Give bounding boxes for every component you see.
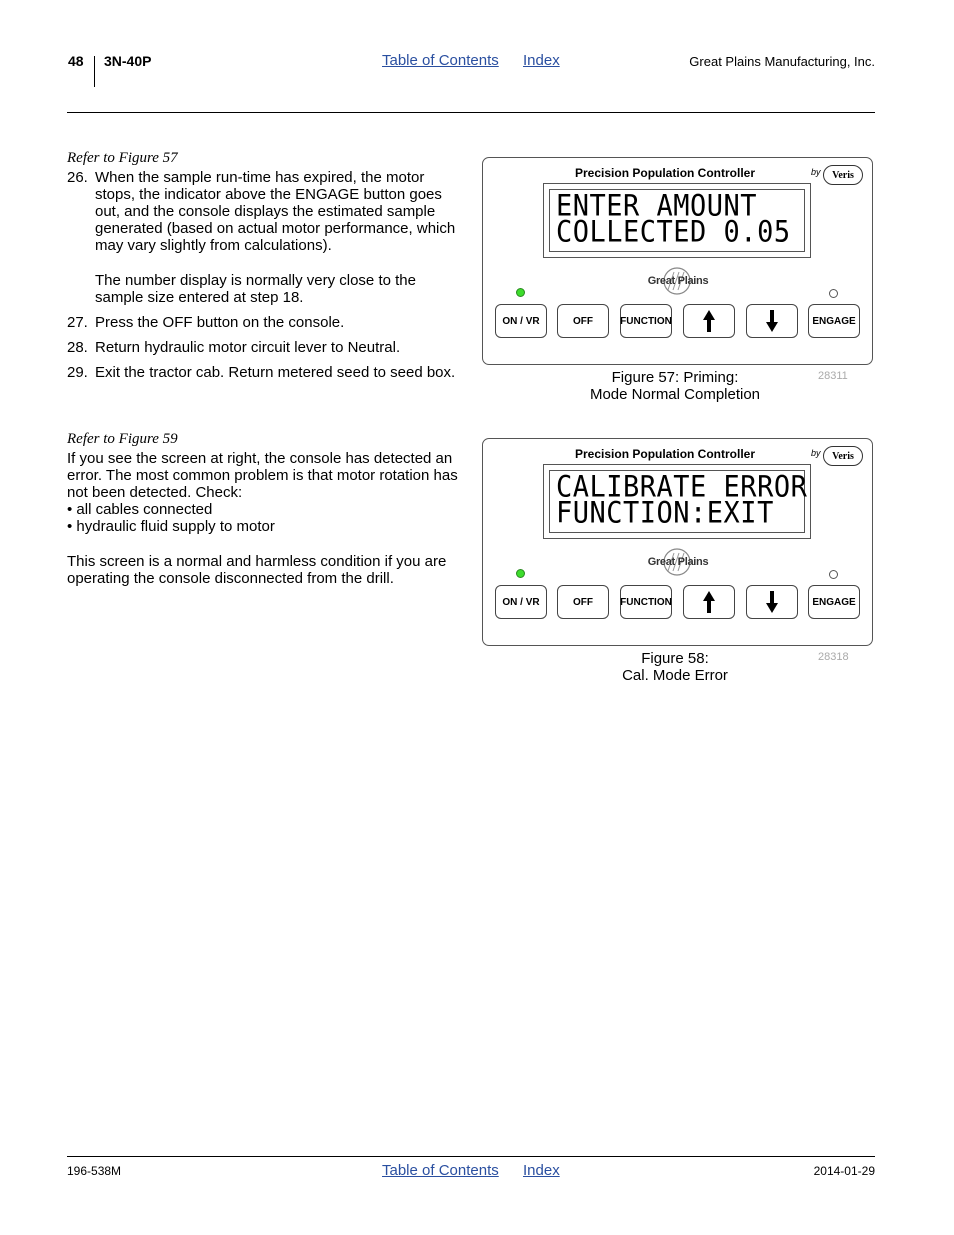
- off-button[interactable]: OFF: [557, 585, 609, 619]
- on-indicator-led: [516, 569, 525, 578]
- step-26-note: [67, 272, 467, 308]
- lcd-line-2: COLLECTED 0.05: [556, 215, 791, 250]
- footer-toc-link[interactable]: Table of Contents: [382, 1162, 499, 1179]
- step-26: [67, 169, 467, 259]
- step-text: When the sample run-time has expired, the motor stops, the indicator above the ENGAGE button goes out, and the console displays the estimated sample generated (based on actual motor performance, which may vary slightly from calculations).: [95, 169, 456, 254]
- engage-button[interactable]: ENGAGE: [808, 585, 860, 619]
- step-number: 27.: [67, 314, 88, 331]
- step-text: Exit the tractor cab. Return metered seed to seed box.: [95, 364, 456, 381]
- great-plains-logo: [638, 547, 718, 577]
- figure-57-caption-line1: Figure 57: Priming:: [611, 369, 739, 386]
- engage-indicator-led: [829, 289, 838, 298]
- footer-index-link[interactable]: Index: [523, 1162, 560, 1179]
- function-button[interactable]: FUNCTION: [620, 585, 672, 619]
- figure-57-caption-line2: Mode Normal Completion: [589, 386, 761, 403]
- engage-button[interactable]: ENGAGE: [808, 304, 860, 338]
- figure-58-caption-line1: Figure 58:: [641, 650, 709, 667]
- up-button[interactable]: [683, 304, 735, 338]
- header-divider: [94, 56, 95, 87]
- step-number: 28.: [67, 339, 88, 356]
- step-number: 29.: [67, 364, 88, 381]
- down-button[interactable]: [746, 304, 798, 338]
- down-arrow-icon: [765, 590, 779, 614]
- up-arrow-icon: [702, 590, 716, 614]
- step-text: Press the OFF button on the console.: [95, 314, 345, 331]
- header-toc-link[interactable]: Table of Contents: [382, 52, 499, 69]
- document-date: 2014-01-29: [813, 1164, 875, 1178]
- lcd-display: [543, 183, 811, 258]
- harmless-paragraph: This screen is a normal and harmless condition if you are operating the console disconnected from the drill.: [67, 553, 447, 587]
- lcd-display: [543, 464, 811, 539]
- up-button[interactable]: [683, 585, 735, 619]
- console-title: Precision Population Controller: [575, 166, 756, 180]
- logo-text: Great Plains: [647, 556, 709, 568]
- figure-57-code: 28311: [818, 370, 848, 382]
- header-index-link[interactable]: Index: [523, 52, 560, 69]
- refer-figure-57: Refer to Figure 57: [67, 150, 178, 166]
- console-figure-58: [482, 438, 873, 646]
- veris-logo: Veris: [823, 446, 863, 466]
- off-button[interactable]: OFF: [557, 304, 609, 338]
- by-label: by: [811, 448, 821, 458]
- step-text: Return hydraulic motor circuit lever to Neutral.: [95, 339, 401, 356]
- figure-58-caption-line2: Cal. Mode Error: [622, 667, 728, 684]
- lcd-line-2: FUNCTION:EXIT: [556, 496, 774, 531]
- bullet-cables: • all cables connected: [67, 501, 213, 518]
- on-vr-button[interactable]: ON / VR: [495, 585, 547, 619]
- by-label: by: [811, 167, 821, 177]
- bullet-hydraulic: • hydraulic fluid supply to motor: [67, 518, 275, 535]
- lcd-line-1: CALIBRATE ERROR: [556, 470, 808, 505]
- header-rule: [67, 112, 875, 113]
- step-28: [67, 339, 467, 357]
- on-indicator-led: [516, 288, 525, 297]
- error-paragraph: If you see the screen at right, the console has detected an error. The most common problem is that motor rotation has not been detected. Check:: [67, 450, 458, 501]
- refer-figure-59: Refer to Figure 59: [67, 431, 178, 447]
- figure-58-code: 28318: [818, 651, 849, 663]
- model-name: 3N-40P: [104, 53, 152, 69]
- down-button[interactable]: [746, 585, 798, 619]
- step-29: [67, 364, 467, 400]
- engage-indicator-led: [829, 570, 838, 579]
- console-title: Precision Population Controller: [575, 447, 756, 461]
- step-27: [67, 314, 467, 332]
- company-name: Great Plains Manufacturing, Inc.: [689, 54, 875, 69]
- document-id: 196-538M: [67, 1164, 122, 1178]
- footer-rule: [67, 1156, 875, 1157]
- on-vr-button[interactable]: ON / VR: [495, 304, 547, 338]
- up-arrow-icon: [702, 309, 716, 333]
- veris-logo: Veris: [823, 165, 863, 185]
- great-plains-logo: [638, 266, 718, 296]
- console-figure-57: [482, 157, 873, 365]
- logo-text: Great Plains: [647, 275, 709, 287]
- step-number: 26.: [67, 169, 88, 186]
- function-button[interactable]: FUNCTION: [620, 304, 672, 338]
- page-number: 48: [68, 53, 84, 69]
- down-arrow-icon: [765, 309, 779, 333]
- step-text: The number display is normally very close to the sample size entered at step 18.: [95, 272, 416, 306]
- lcd-line-1: ENTER AMOUNT: [556, 189, 758, 224]
